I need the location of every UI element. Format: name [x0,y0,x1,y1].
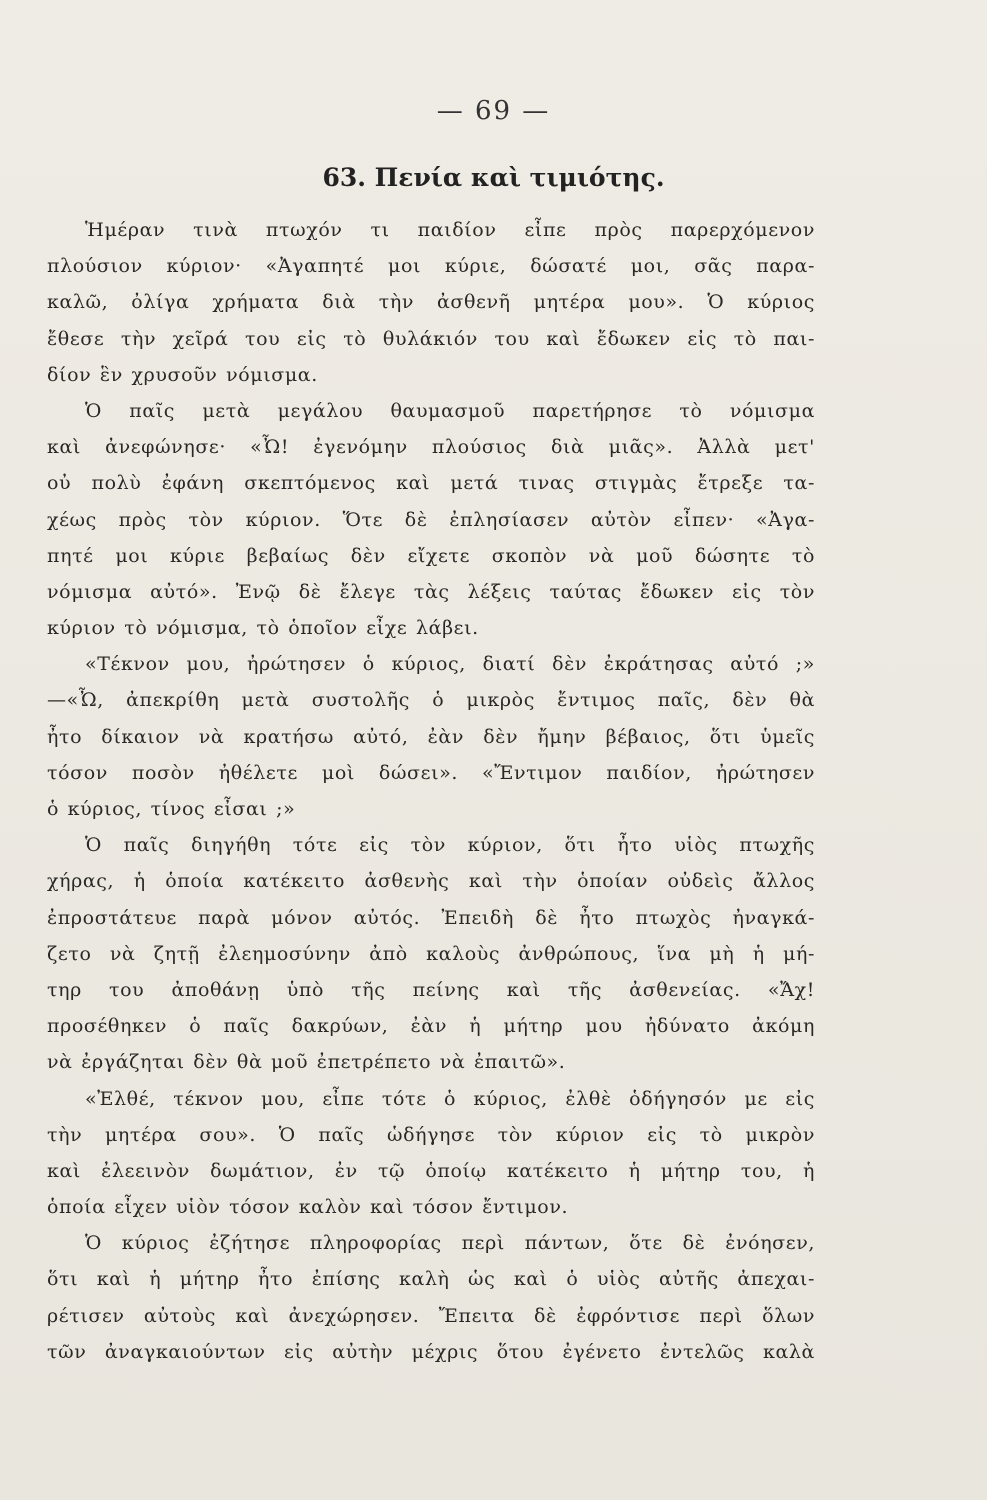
text-line: χήρας, ἡ ὁποία κατέκειτο ἀσθενὴς καὶ τὴν ὁποίαν οὐδεὶς ἄλλος [47,870,815,893]
text-line: καὶ ἀνεφώνησε· «Ὦ! ἐγενόμην πλούσιος διὰ μιᾶς». Ἀλλὰ μετ' [47,436,815,459]
page-number: — 69 — [436,96,551,126]
story-title: 63. Πενία καὶ τιμιότης. [322,163,665,192]
text-line: Ὁ κύριος ἐζήτησε πληροφορίας περὶ πάντων, ὅτε δὲ ἐνόησεν, [85,1232,815,1255]
text-line: τῶν ἀναγκαιούντων εἰς αὐτὴν μέχρις ὅτου ἐγένετο ἐντελῶς καλὰ [47,1340,815,1363]
text-line: νὰ ἐργάζηται δὲν θὰ μοῦ ἐπετρέπετο νὰ ἐπαιτῶ». [47,1051,566,1074]
text-line: χέως πρὸς τὸν κύριον. Ὅτε δὲ ἐπλησίασεν αὐτὸν εἶπεν· «Ἀγα- [47,508,815,531]
text-line: Ἡμέραν τινὰ πτωχόν τι παιδίον εἶπε πρὸς παρερχόμενον [85,219,815,241]
text-line: κύριον τὸ νόμισμα, τὸ ὁποῖον εἶχε λάβει. [47,617,479,640]
text-line: δίον ἓν χρυσοῦν νόμισμα. [47,363,318,386]
text-line: «Τέκνον μου, ἠρώτησεν ὁ κύριος, διατί δὲν ἐκράτησας αὐτό ;» [85,653,815,676]
text-line: —«Ὦ, ἀπεκρίθη μετὰ συστολῆς ὁ μικρὸς ἔντιμος παῖς, δὲν θὰ [47,689,815,712]
text-line: προσέθηκεν ὁ παῖς δακρύων, ἐὰν ἡ μήτηρ μου ἠδύνατο ἀκόμη [47,1015,815,1038]
text-line: καλῶ, ὀλίγα χρήματα διὰ τὴν ἀσθενῆ μητέρα μου». Ὁ κύριος [47,291,815,314]
text-line: τὴν μητέρα σου». Ὁ παῖς ὡδήγησε τὸν κύριον εἰς τὸ μικρὸν [47,1123,815,1146]
text-line: Ὁ παῖς διηγήθη τότε εἰς τὸν κύριον, ὅτι ἦτο υἱὸς πτωχῆς [85,834,815,857]
text-line: πητέ μοι κύριε βεβαίως δὲν εἴχετε σκοπὸν νὰ μοῦ δώσητε τὸ [47,544,815,567]
text-line: ρέτισεν αὐτοὺς καὶ ἀνεχώρησεν. Ἔπειτα δὲ ἐφρόντισε περὶ ὅλων [47,1304,815,1327]
text-line: τηρ του ἀποθάνῃ ὑπὸ τῆς πείνης καὶ τῆς ἀσθενείας. «Ἄχ! [47,978,815,1001]
text-line: «Ἐλθέ, τέκνον μου, εἶπε τότε ὁ κύριος, ἐλθὲ ὁδήγησόν με εἰς [85,1087,815,1110]
text-line: Ὁ παῖς μετὰ μεγάλου θαυμασμοῦ παρετήρησε τὸ νόμισμα [85,399,815,422]
text-line: νόμισμα αὐτό». Ἐνῷ δὲ ἔλεγε τὰς λέξεις ταύτας ἔδωκεν εἰς τὸν [47,580,815,603]
text-line: ἦτο δίκαιον νὰ κρατήσω αὐτό, ἐὰν δὲν ἤμην βέβαιος, ὅτι ὑμεῖς [47,725,815,748]
text-line: ὁ κύριος, τίνος εἶσαι ;» [47,798,296,820]
text-line: ἐπροστάτευε παρὰ μόνον αὐτός. Ἐπειδὴ δὲ ἦτο πτωχὸς ἠναγκά- [47,906,815,929]
text-line: ὅτι καὶ ἡ μήτηρ ἦτο ἐπίσης καλὴ ὡς καὶ ὁ υἱὸς αὐτῆς ἀπεχαι- [47,1268,815,1291]
story-body [47,212,815,1370]
text-line: καὶ ἐλεεινὸν δωμάτιον, ἐν τῷ ὁποίῳ κατέκειτο ἡ μήτηρ του, ἡ [47,1159,815,1182]
text-line: ὁποία εἶχεν υἱὸν τόσον καλὸν καὶ τόσον ἔντιμον. [47,1196,569,1219]
text-line: ζετο νὰ ζητῇ ἐλεημοσύνην ἀπὸ καλοὺς ἀνθρώπους, ἵνα μὴ ἡ μή- [47,942,815,965]
text-line: πλούσιον κύριον· «Ἀγαπητέ μοι κύριε, δώσατέ μοι, σᾶς παρα- [47,255,815,278]
text-line: τόσον ποσὸν ἠθέλετε μοὶ δώσει». «Ἔντιμον παιδίον, ἠρώτησεν [47,761,815,784]
text-line: ἔθεσε τὴν χεῖρά του εἰς τὸ θυλάκιόν του καὶ ἔδωκεν εἰς τὸ παι- [47,327,815,350]
text-line: οὐ πολὺ ἐφάνη σκεπτόμενος καὶ μετά τινας στιγμὰς ἔτρεξε τα- [47,472,815,495]
